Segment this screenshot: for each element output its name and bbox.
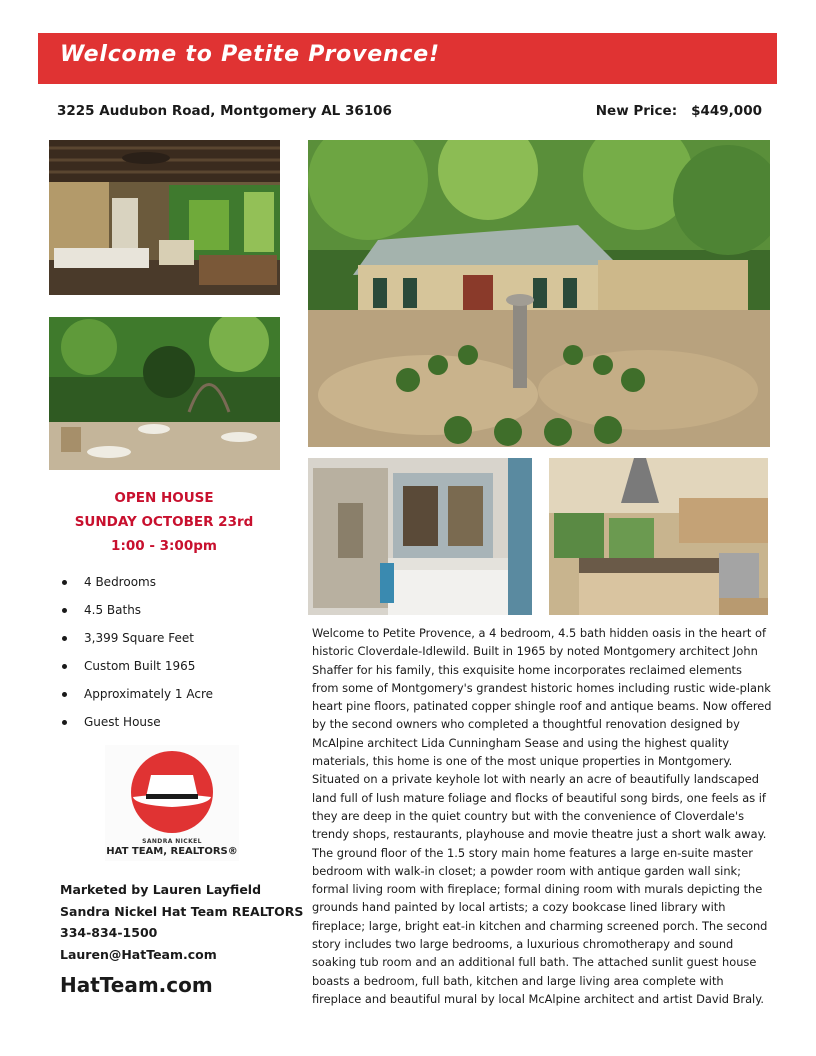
property-description: Welcome to Petite Provence, a 4 bedroom, 4.5 bath hidden oasis in the heart of historic Cloverdale-Idlewild. Built in 1965 by noted Montgomery architect John Shaffer for his family, this exquisite home incorporates reclaimed elements from some of Montgomery's grandest historic homes including rustic wide-plank heart pine floors, patinated copper shingle roof and antique beams. Now offered by the second owners who completed a thoughtful renovation designed by McAlpine architect Lida Cunningham Sease and using the highest quality materials, this home is one of the most unique properties in Montgomery. Situated on a private keyhole lot with nearly an acre of beautifully landscaped land full of lush mature foliage and flocks of beautiful song birds, one feels as if they are deep in the quiet country but with the convenience of Cloverdale's trendy shops, restaurants, playhouse and movie theatre just a short walk away. The ground floor of the 1.5 story main home features a large en-suite master bedroom with walk-in closet; a powder room with antique garden wall sink; formal living room with fireplace; formal dining room with murals depicting the grounds hand painted by local artists; a cozy bookcase lined library with fireplace; large, bright eat-in kitchen and charming screened porch. The second story includes two large bedrooms, a luxurious chromotherapy and sound soaking tub room and an additional full bath. The attached sunlit guest house boasts a bedroom, full bath, kitchen and large living area complete with fireplace and beautiful mural by local McAlpine architect and artist David Braly. <box>312 626 772 1006</box>
logo-small-text: SANDRA NICKEL <box>142 838 202 845</box>
hat-logo-icon <box>105 745 239 837</box>
open-house-heading: OPEN HOUSE <box>114 490 214 506</box>
feature-item: Approximately 1 Acre <box>60 684 213 712</box>
house-exterior-photo <box>308 140 770 447</box>
phone-number[interactable]: 334-834-1500 <box>60 925 158 940</box>
logo-brand-text: HAT TEAM, REALTORS® <box>106 846 238 857</box>
bathroom-photo <box>308 458 532 615</box>
open-house-time: 1:00 - 3:00pm <box>111 538 217 554</box>
garden-photo <box>49 317 280 470</box>
website-link[interactable]: HatTeam.com <box>60 973 213 997</box>
feature-item: 3,399 Square Feet <box>60 628 213 656</box>
open-house-date: SUNDAY OCTOBER 23rd <box>74 514 254 530</box>
price-line <box>596 103 762 119</box>
contact-block <box>60 879 303 965</box>
feature-item: Guest House <box>60 712 213 740</box>
feature-item: Custom Built 1965 <box>60 656 213 684</box>
feature-item: 4 Bedrooms <box>60 572 213 600</box>
features-list <box>60 572 213 740</box>
price-label: New Price: <box>595 103 678 119</box>
page-title: Welcome to Petite Provence! <box>60 42 440 67</box>
email-address[interactable]: Lauren@HatTeam.com <box>60 946 217 962</box>
porch-photo <box>49 140 280 295</box>
property-address: 3225 Audubon Road, Montgomery AL 36106 <box>57 103 392 119</box>
open-house-block <box>48 486 280 558</box>
marketed-by: Marketed by Lauren Layfield <box>60 882 262 897</box>
price-amount: $449,000 <box>691 103 762 119</box>
kitchen-photo <box>549 458 768 615</box>
company-name: Sandra Nickel Hat Team REALTORS <box>60 903 304 919</box>
feature-item: 4.5 Baths <box>60 600 213 628</box>
hat-team-logo <box>105 745 239 861</box>
title-banner <box>38 33 777 84</box>
